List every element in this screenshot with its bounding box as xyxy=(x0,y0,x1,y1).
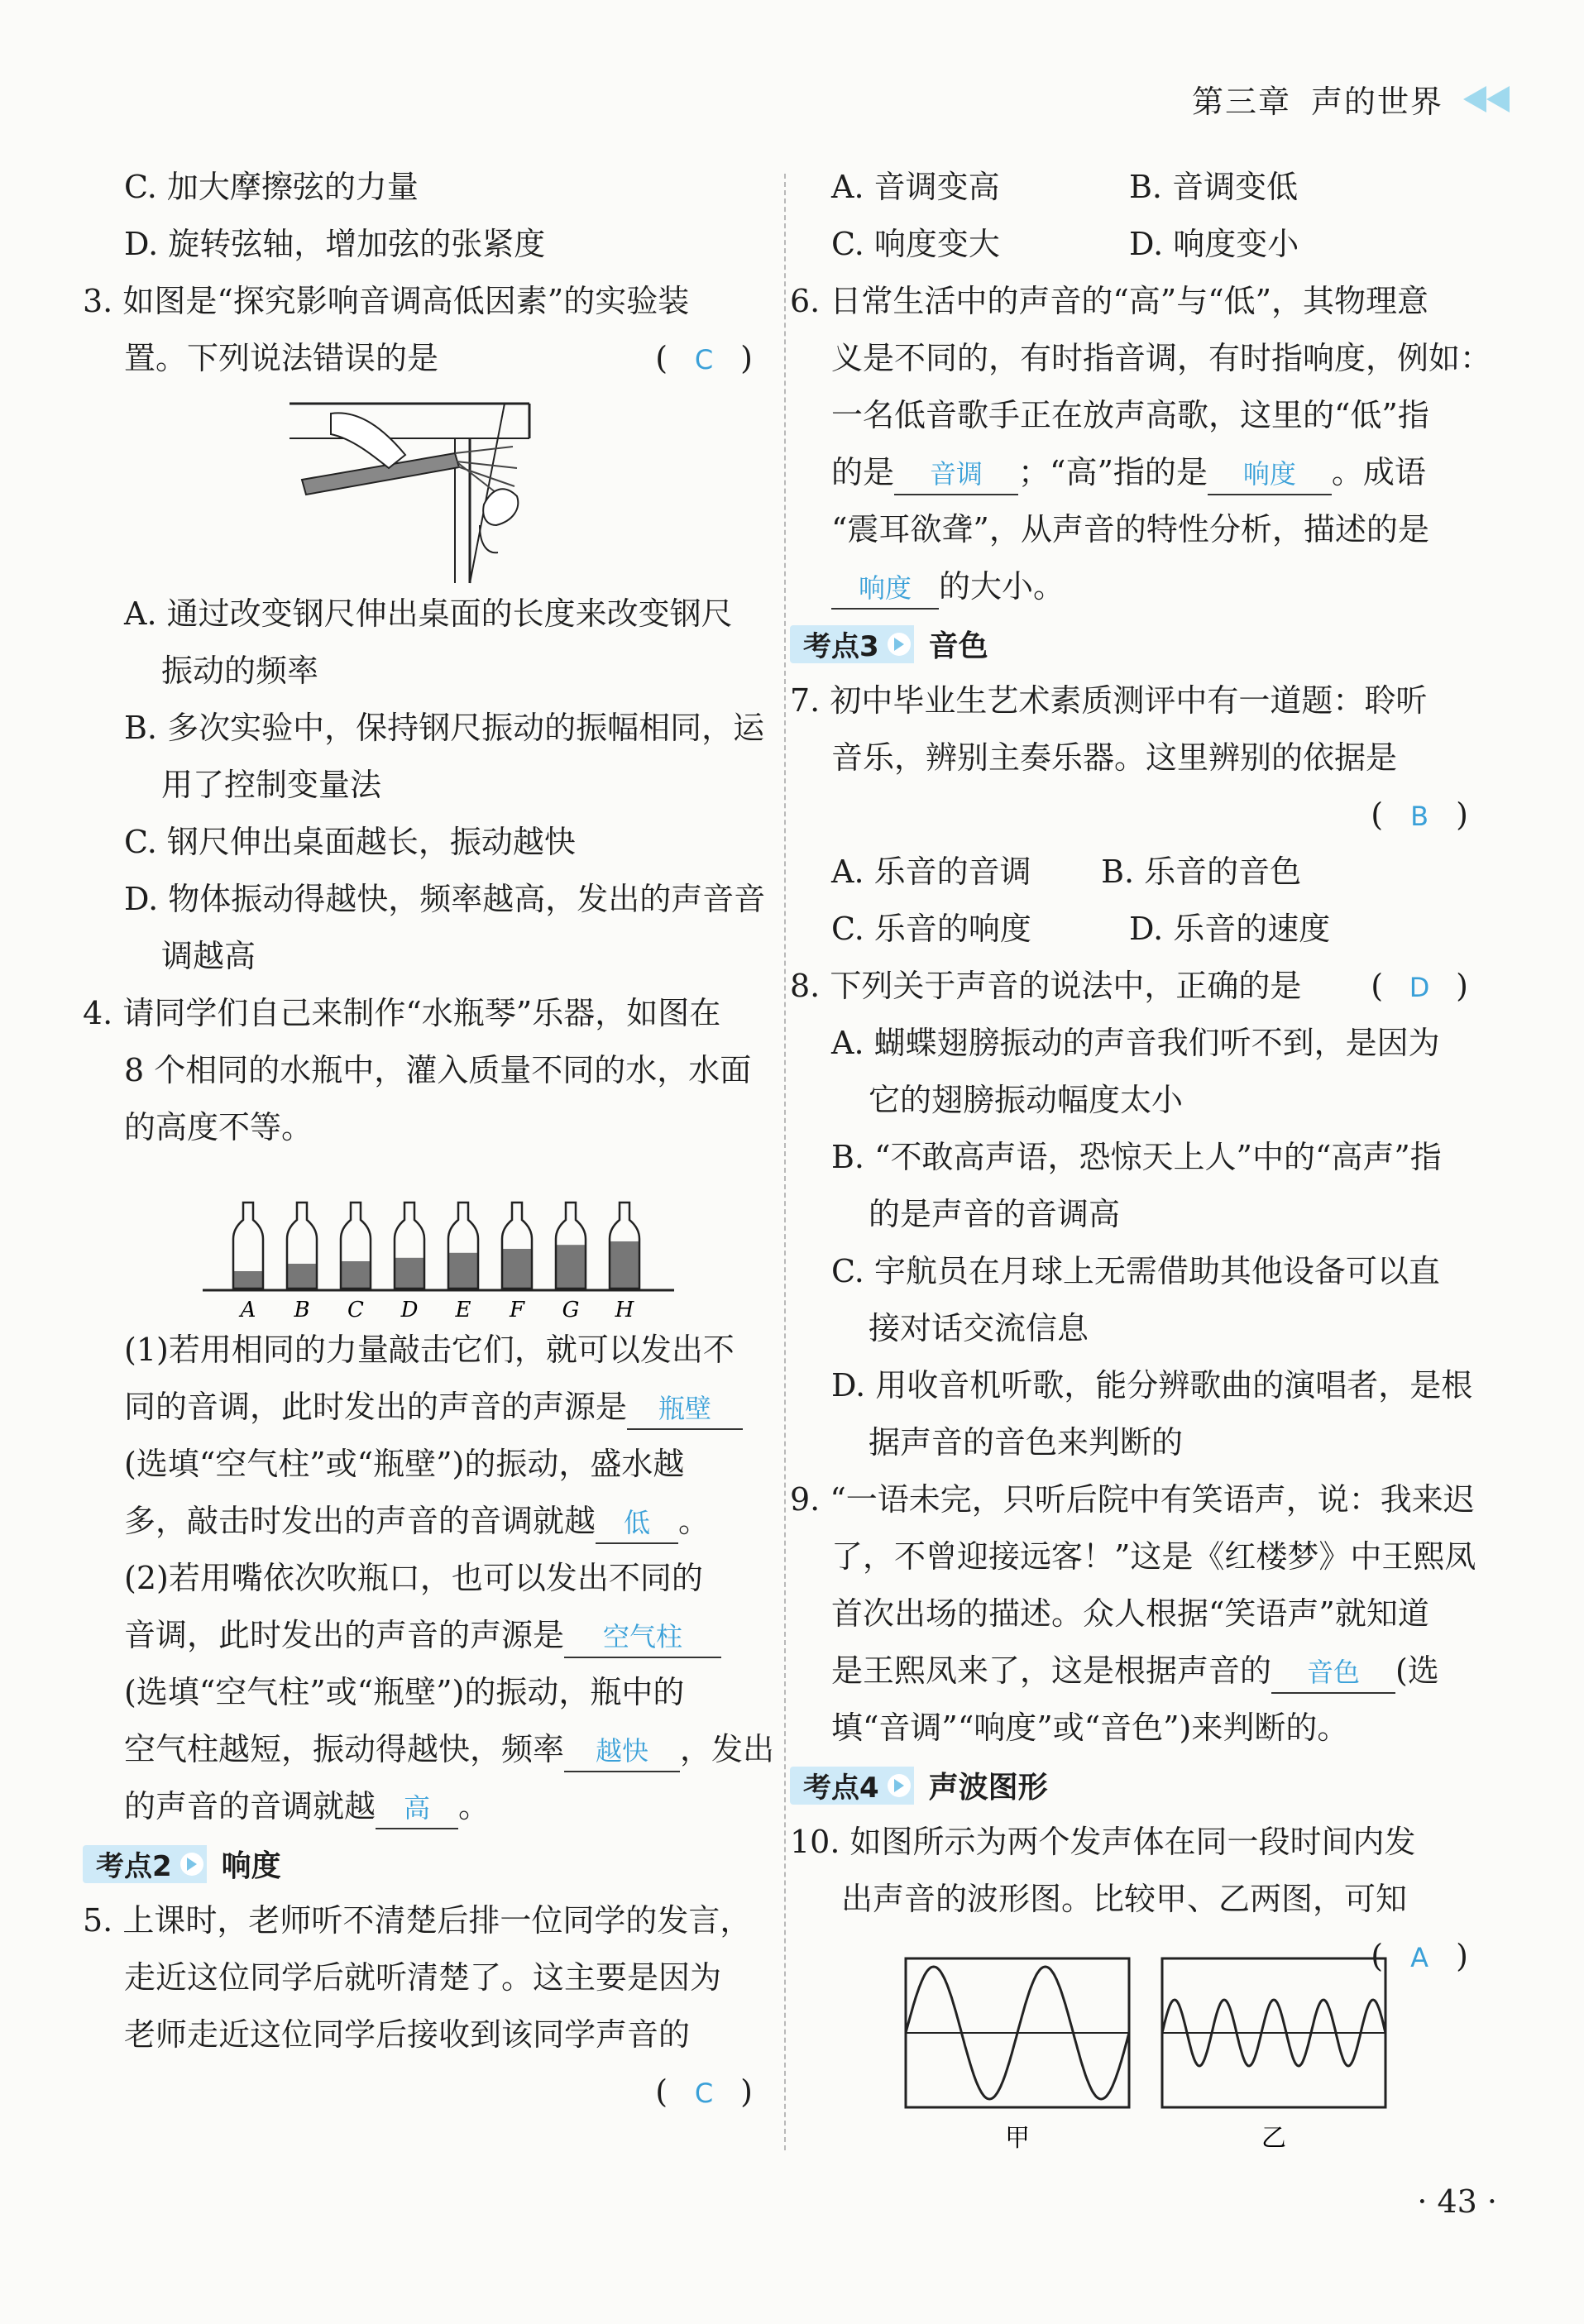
bottle-label: E xyxy=(455,1298,471,1322)
q4-part1-line4: 多，敲击时发出的声音的音调就越 低 。 xyxy=(83,1493,753,1550)
kaodian-title: 音色 xyxy=(928,629,988,663)
waveform-figure xyxy=(902,1956,1398,2163)
q10-answer-paren: ( A ) xyxy=(1371,1928,1468,1987)
q9-stem-cont1: 了，不曾迎接远客！”这是《红楼梦》中王熙凤 xyxy=(831,1538,1476,1575)
q6-blank-3: 响度 xyxy=(831,568,939,610)
q6-stem: 6. 日常生活中的声音的“高”与“低”，其物理意 xyxy=(790,283,1429,319)
bottle-label: H xyxy=(615,1298,634,1322)
bottle-g xyxy=(556,1203,586,1322)
q8-option-a-cont: 它的翅膀振动幅度太小 xyxy=(869,1082,1184,1118)
q5-stem-cont1: 走近这位同学后就听清楚了。这主要是因为 xyxy=(124,1959,722,1996)
q7-options-ab xyxy=(790,844,1371,901)
q7-options-cd xyxy=(790,901,1468,958)
q4-part2-line2: 音调，此时发出的声音的声源是 空气柱 xyxy=(83,1607,753,1664)
q6-blank-1: 音调 xyxy=(894,454,1018,495)
q9-stem-cont3: 是王熙凤来了，这是根据声音的 音色 (选 xyxy=(790,1643,1468,1700)
q3-option-b-cont: 用了控制变量法 xyxy=(161,767,382,803)
q8-answer-paren: ( D ) xyxy=(1371,958,1468,1016)
bottle-d xyxy=(395,1203,424,1322)
q3-option-d-cont: 调越高 xyxy=(161,938,256,974)
bottle-label: F xyxy=(509,1298,525,1322)
q4-blank-freq: 越快 xyxy=(564,1731,680,1772)
q3-stem: 3. 如图是“探究影响音调高低因素”的实验装 xyxy=(83,283,690,319)
q6-stem-cont1: 义是不同的，有时指音调，有时指响度，例如： xyxy=(831,340,1492,376)
q3-stem-cont: 置。下列说法错误的是 ( C ) xyxy=(83,330,753,387)
bottle-label: G xyxy=(562,1298,580,1322)
q5-option-c: C. 响度变大 xyxy=(831,226,1000,262)
bottle-label: B xyxy=(294,1298,310,1322)
q5-answer-paren: ( C ) xyxy=(655,2063,753,2122)
q5-option-a: A. 音调变高 xyxy=(831,169,1000,205)
q6-blank-2: 响度 xyxy=(1208,454,1332,495)
q5-stem-cont2: 老师走近这位同学后接收到该同学声音的 xyxy=(124,2016,691,2053)
q7-option-c: C. 乐音的响度 xyxy=(831,911,1031,947)
q7-option-a: A. 乐音的音调 xyxy=(831,854,1031,890)
kaodian4-heading xyxy=(790,1757,1468,1814)
bottle-b xyxy=(287,1203,317,1322)
q8-option-b-cont: 的是声音的音调高 xyxy=(869,1196,1121,1232)
q7-option-d: D. 乐音的速度 xyxy=(1129,911,1331,947)
q4-blank-source2: 空气柱 xyxy=(564,1617,721,1658)
bottle-h xyxy=(610,1203,639,1322)
q4-blank-pitch2: 高 xyxy=(376,1788,458,1829)
q7-answer-paren: ( B ) xyxy=(1371,787,1468,845)
q4-stem: 4. 请同学们自己来制作“水瓶琴”乐器，如图在 xyxy=(83,995,721,1031)
waveform-label-jia: 甲 xyxy=(1005,2124,1030,2153)
column-divider xyxy=(784,174,786,2150)
q8-option-c-cont: 接对话交流信息 xyxy=(869,1310,1089,1346)
bottle-a xyxy=(233,1203,263,1322)
q4-part2-line3: (选填“空气柱”或“瓶壁”)的振动，瓶中的 xyxy=(124,1674,685,1710)
q7-answer: B xyxy=(1410,801,1429,832)
q5-answer: C xyxy=(694,2078,714,2109)
waveform-label-yi: 乙 xyxy=(1261,2124,1286,2153)
page-number: · 43 · xyxy=(1417,2183,1497,2220)
double-arrow-icon xyxy=(1463,86,1510,112)
kaodian3-heading xyxy=(790,615,1468,672)
ruler-experiment-figure xyxy=(281,389,538,587)
q4-stem-cont2: 的高度不等。 xyxy=(124,1109,313,1145)
bottle-f xyxy=(502,1203,532,1322)
q4-part2-line5: 的声音的音调就越 高 。 xyxy=(83,1778,753,1835)
q3-option-a: A. 通过改变钢尺伸出桌面的长度来改变钢尺 xyxy=(124,595,733,632)
q7-option-b: B. 乐音的音色 xyxy=(1101,854,1302,890)
q5-options-ab xyxy=(790,159,1468,216)
kaodian-badge: 考点2 xyxy=(83,1845,207,1883)
q8-option-d: D. 用收音机听歌，能分辨歌曲的演唱者，是根 xyxy=(831,1367,1473,1403)
q6-stem-cont4: “震耳欲聋”，从声音的特性分析，描述的是 xyxy=(831,511,1429,548)
q8-answer: D xyxy=(1409,972,1430,1003)
chapter-title: 声的世界 xyxy=(1310,84,1443,120)
q8-option-c: C. 宇航员在月球上无需借助其他设备可以直 xyxy=(831,1253,1440,1289)
q5-option-b: B. 音调变低 xyxy=(1129,169,1299,205)
q2-option-d: D. 旋转弦轴，增加弦的张紧度 xyxy=(124,226,546,262)
kaodian-badge: 考点4 xyxy=(790,1767,914,1805)
q10-stem: 10. 如图所示为两个发声体在同一段时间内发 xyxy=(790,1824,1416,1860)
q7-answer-line xyxy=(790,787,1468,844)
chapter-number: 第三章 xyxy=(1191,84,1291,120)
q5-answer-line xyxy=(83,2063,753,2121)
q8-option-a: A. 蝴蝶翅膀振动的声音我们听不到，是因为 xyxy=(831,1025,1440,1061)
q4-part1-line3: (选填“空气柱”或“瓶壁”)的振动，盛水越 xyxy=(124,1446,685,1482)
q4-part1-line1: (1)若用相同的力量敲击它们，就可以发出不 xyxy=(124,1332,735,1368)
q3-answer-paren: ( C ) xyxy=(655,330,753,389)
q8-option-b: B. “不敢高声语，恐惊天上人”中的“高声”指 xyxy=(831,1139,1442,1175)
q10-stem-cont: 出声音的波形图。比较甲、乙两图，可知 xyxy=(841,1881,1408,1917)
q6-stem-cont5: 响度 的大小。 xyxy=(790,558,1468,615)
kaodian-badge: 考点3 xyxy=(790,625,914,663)
q7-stem-cont: 音乐，辨别主奏乐器。这里辨别的依据是 xyxy=(831,739,1398,776)
q3-option-c: C. 钢尺伸出桌面越长，振动越快 xyxy=(124,824,576,860)
q8-stem: 8. 下列关于声音的说法中，正确的是 ( D ) xyxy=(790,958,1468,1015)
q5-options-cd xyxy=(790,216,1468,273)
q3-option-d: D. 物体振动得越快，频率越高，发出的声音音 xyxy=(124,881,766,917)
q10-answer: A xyxy=(1410,1942,1429,1973)
q8-option-d-cont: 据声音的音色来判断的 xyxy=(869,1424,1184,1461)
q9-stem-cont2: 首次出场的描述。众人根据“笑语声”就知道 xyxy=(831,1595,1429,1632)
q5-option-d: D. 响度变小 xyxy=(1129,226,1299,262)
q9-blank: 音色 xyxy=(1271,1652,1395,1694)
kaodian-title: 声波图形 xyxy=(928,1771,1048,1805)
q9-stem: 9. “一语未完，只听后院中有笑语声，说：我来迟 xyxy=(790,1481,1475,1518)
kaodian-title: 响度 xyxy=(221,1849,281,1883)
q4-blank-source: 瓶壁 xyxy=(627,1389,743,1430)
q6-stem-cont3: 的是 音调 ；“高”指的是 响度 。成语 xyxy=(790,444,1468,501)
q3-option-b: B. 多次实验中，保持钢尺振动的振幅相同，运 xyxy=(124,710,765,746)
bottle-label: C xyxy=(347,1298,364,1322)
q2-option-c: C. 加大摩擦弦的力量 xyxy=(124,169,419,205)
bottle-label: A xyxy=(240,1298,256,1322)
q3-answer: C xyxy=(694,344,714,375)
kaodian2-heading xyxy=(83,1835,753,1892)
bottle-e xyxy=(448,1203,478,1322)
chapter-header xyxy=(1192,76,1510,122)
q4-part2-line1: (2)若用嘴依次吹瓶口，也可以发出不同的 xyxy=(124,1560,703,1596)
q7-stem: 7. 初中毕业生艺术素质测评中有一道题：聆听 xyxy=(790,682,1428,719)
q4-part1-line2: 同的音调，此时发出的声音的声源是 瓶壁 xyxy=(83,1379,753,1436)
q4-blank-pitch: 低 xyxy=(596,1503,678,1544)
water-bottle-figure xyxy=(203,1199,674,1323)
q5-stem: 5. 上课时，老师听不清楚后排一位同学的发言， xyxy=(83,1902,752,1939)
q6-stem-cont2: 一名低音歌手正在放声高歌，这里的“低”指 xyxy=(831,397,1429,433)
q9-stem-cont4: 填“音调”“响度”或“音色”)来判断的。 xyxy=(831,1710,1349,1746)
bottle-label: D xyxy=(400,1298,419,1322)
right-column xyxy=(790,159,1492,1987)
q3-option-a-cont: 振动的频率 xyxy=(161,653,319,689)
bottle-c xyxy=(341,1203,371,1322)
q4-part2-line4: 空气柱越短，振动得越快，频率 越快 ，发出 xyxy=(83,1721,753,1778)
q4-stem-cont1: 8 个相同的水瓶中，灌入质量不同的水，水面 xyxy=(124,1052,752,1088)
